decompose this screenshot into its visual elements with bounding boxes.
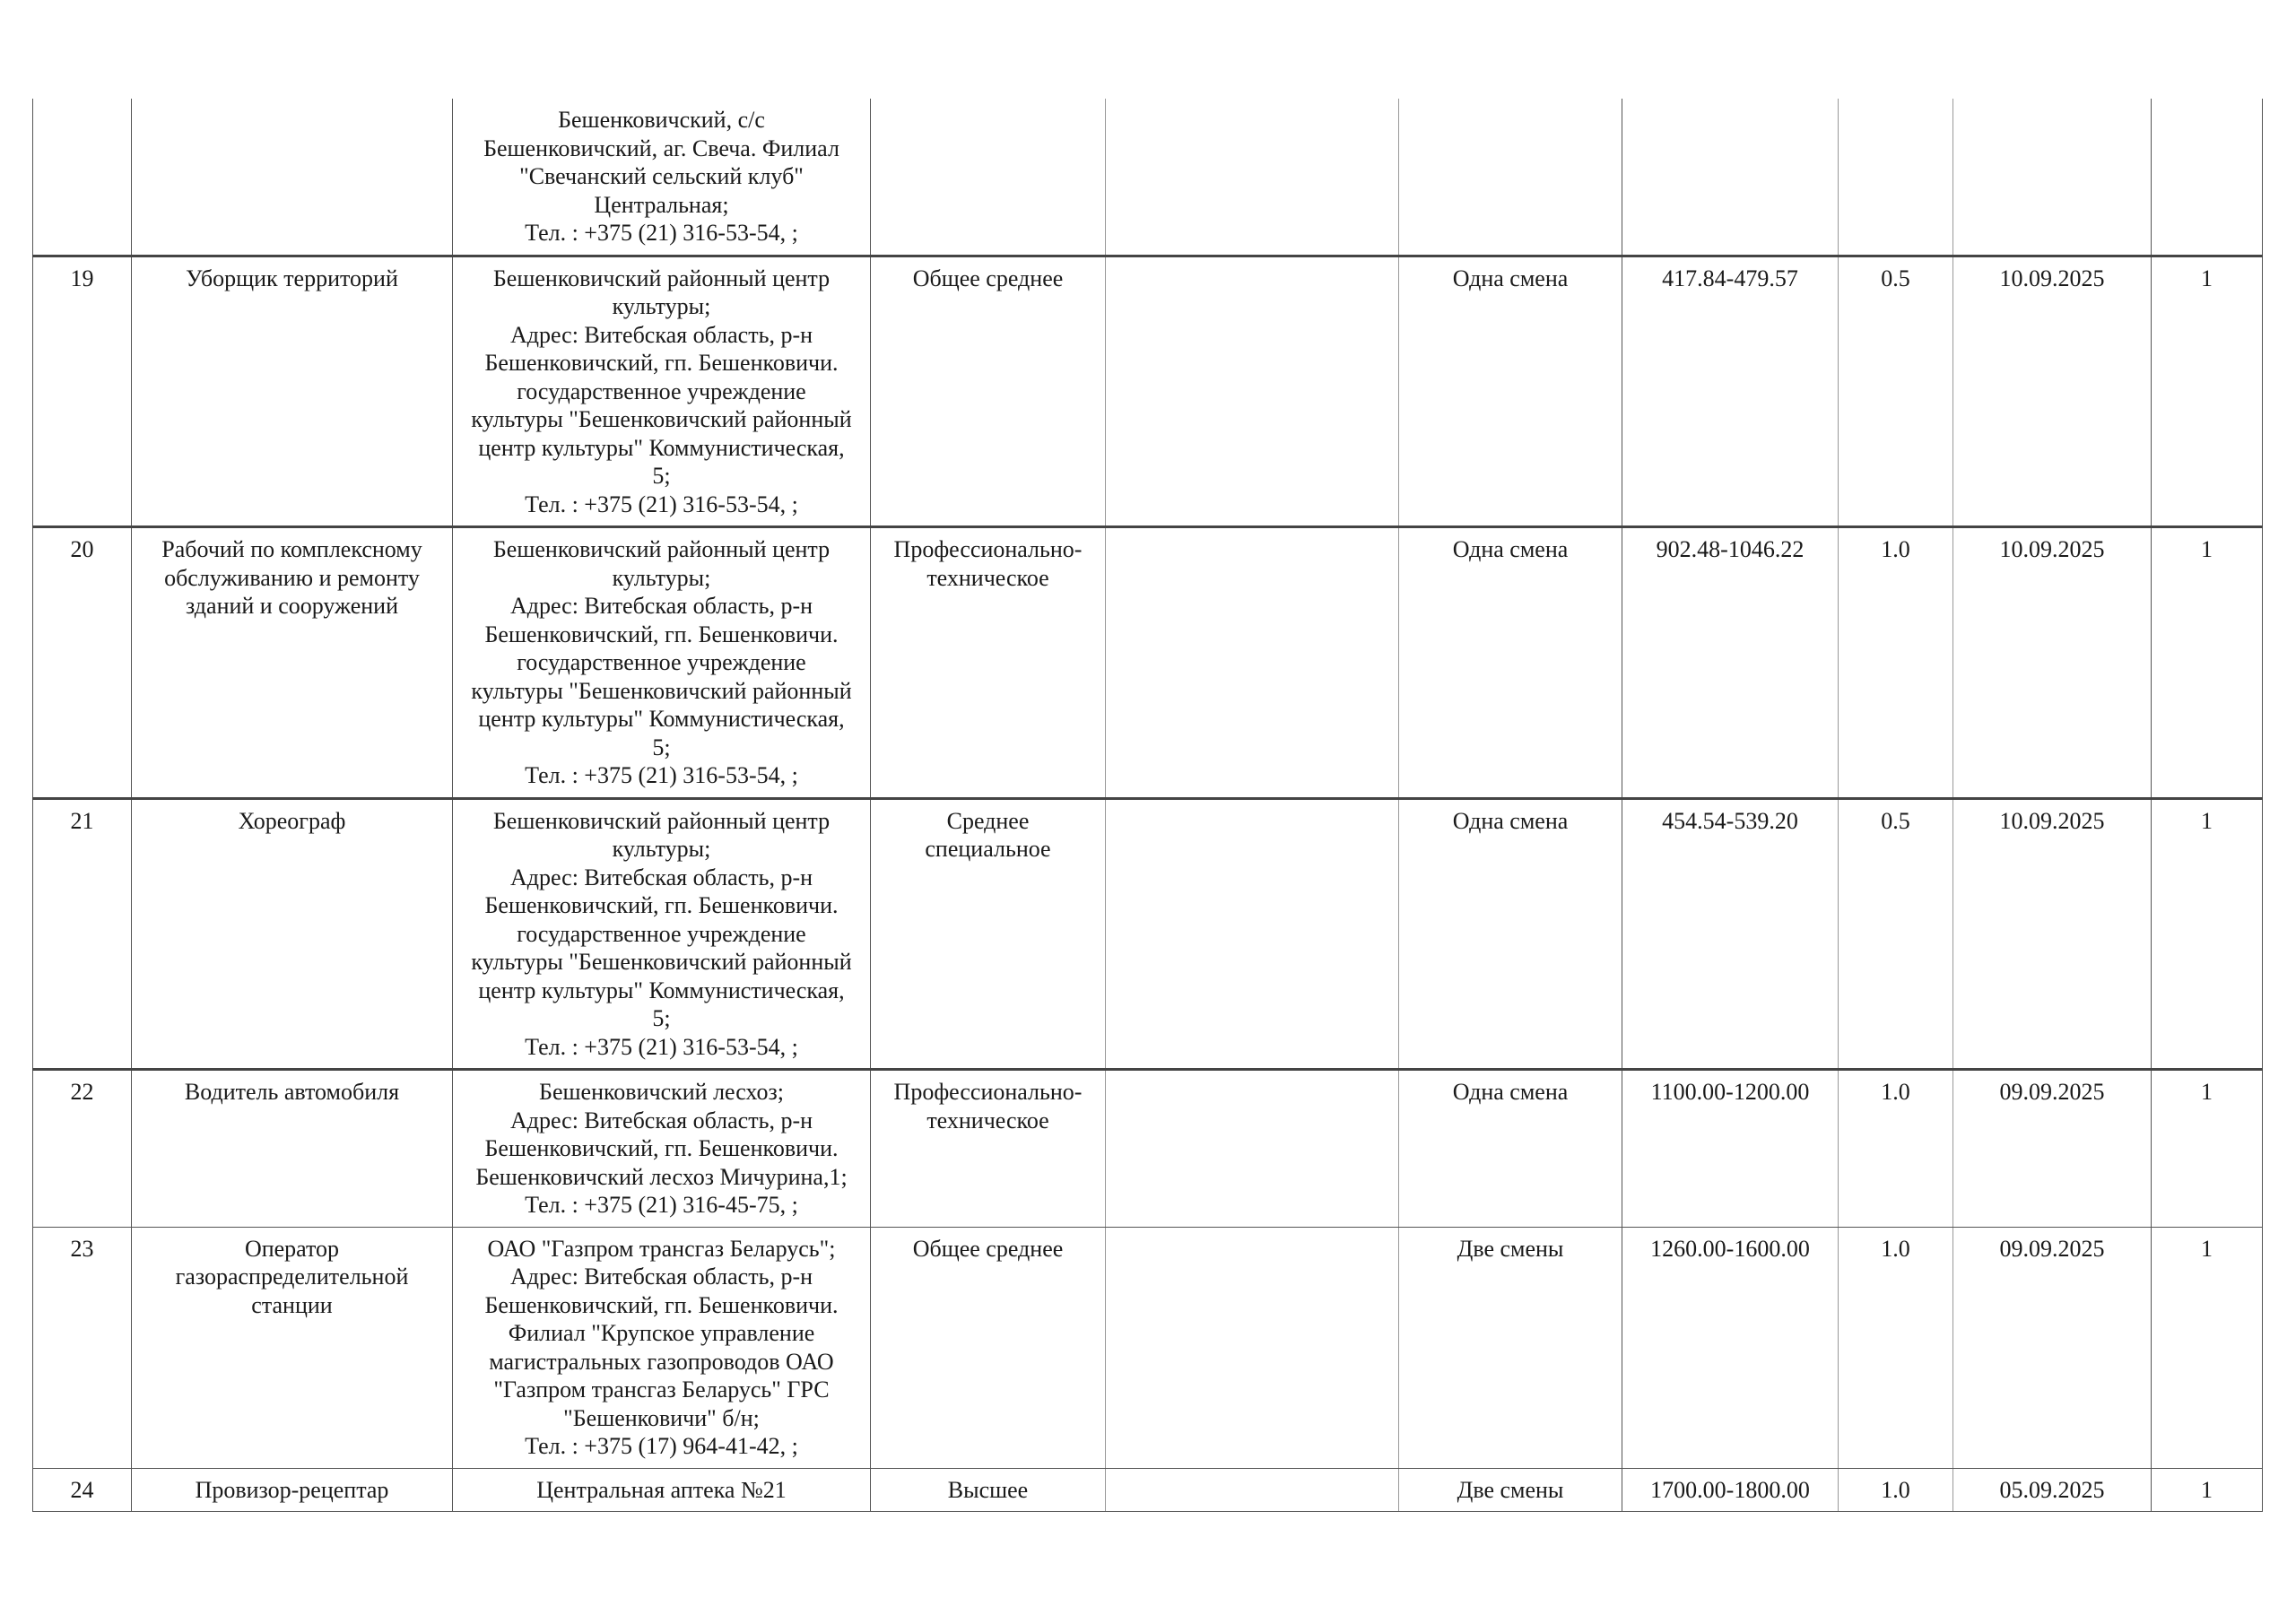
cell-rate: 0.5: [1839, 798, 1953, 1070]
cell-schedule: [1399, 99, 1622, 256]
cell-rate: 1.0: [1839, 1227, 1953, 1468]
cell-employer: Бешенковичский лесхоз; Адрес: Витебская область, р-н Бешенковичский, гп. Бешенковичи. Бешенковичский лесхоз Мичурина,1; Тел. : +375 (21) 316-45-75, ;: [453, 1070, 871, 1228]
cell-schedule: Одна смена: [1399, 798, 1622, 1070]
cell-salary: 1700.00-1800.00: [1622, 1468, 1839, 1512]
cell-education: Профессионально- техническое: [871, 527, 1106, 799]
cell-schedule: Две смены: [1399, 1227, 1622, 1468]
cell-rate: 1.0: [1839, 1070, 1953, 1228]
table-row: [33, 256, 2263, 527]
cell-schedule: Одна смена: [1399, 527, 1622, 799]
cell-education: Высшее: [871, 1468, 1106, 1512]
cell-salary: 1260.00-1600.00: [1622, 1227, 1839, 1468]
cell-rate: 1.0: [1839, 527, 1953, 799]
cell-count: 1: [2152, 1468, 2263, 1512]
cell-count: [2152, 99, 2263, 256]
cell-employer: Бешенковичский районный центр культуры; Адрес: Витебская область, р-н Бешенковичский, гп. Бешенковичи. государственное учреждение культуры "Бешенковичский районный центр культуры" Коммунистическая, 5; Тел. : +375 (21) 316-53-54, ;: [453, 798, 871, 1070]
cell-no: [33, 99, 132, 256]
cell-date: 10.09.2025: [1953, 798, 2152, 1070]
cell-schedule: Две смены: [1399, 1468, 1622, 1512]
cell-employer: Бешенковичский районный центр культуры; Адрес: Витебская область, р-н Бешенковичский, гп. Бешенковичи. государственное учреждение культуры "Бешенковичский районный центр культуры" Коммунистическая, 5; Тел. : +375 (21) 316-53-54, ;: [453, 256, 871, 527]
cell-position: Оператор газораспределительной станции: [132, 1227, 453, 1468]
cell-position: Провизор-рецептар: [132, 1468, 453, 1512]
cell-education: [871, 99, 1106, 256]
cell-position: Хореограф: [132, 798, 453, 1070]
cell-rate: 1.0: [1839, 1468, 1953, 1512]
table-row: [33, 1070, 2263, 1228]
cell-salary: 454.54-539.20: [1622, 798, 1839, 1070]
cell-no: 23: [33, 1227, 132, 1468]
cell-position: [132, 99, 453, 256]
cell-education: Среднее специальное: [871, 798, 1106, 1070]
cell-date: 10.09.2025: [1953, 527, 2152, 799]
table-row: [33, 798, 2263, 1070]
cell-salary: 902.48-1046.22: [1622, 527, 1839, 799]
cell-requirements: [1106, 99, 1399, 256]
cell-schedule: Одна смена: [1399, 256, 1622, 527]
cell-requirements: [1106, 798, 1399, 1070]
cell-rate: [1839, 99, 1953, 256]
cell-position: Рабочий по комплексному обслуживанию и ремонту зданий и сооружений: [132, 527, 453, 799]
cell-position: Водитель автомобиля: [132, 1070, 453, 1228]
cell-date: [1953, 99, 2152, 256]
cell-count: 1: [2152, 527, 2263, 799]
cell-date: 09.09.2025: [1953, 1070, 2152, 1228]
cell-count: 1: [2152, 1227, 2263, 1468]
cell-requirements: [1106, 256, 1399, 527]
cell-requirements: [1106, 1070, 1399, 1228]
cell-requirements: [1106, 527, 1399, 799]
cell-no: 22: [33, 1070, 132, 1228]
table-row: [33, 1227, 2263, 1468]
cell-count: 1: [2152, 1070, 2263, 1228]
vacancy-table: [32, 99, 2263, 1512]
cell-date: 05.09.2025: [1953, 1468, 2152, 1512]
cell-employer: Бешенковичский, с/с Бешенковичский, аг. Свеча. Филиал "Свечанский сельский клуб" Центральная; Тел. : +375 (21) 316-53-54, ;: [453, 99, 871, 256]
table-row-continuation: [33, 99, 2263, 256]
table-row: [33, 1468, 2263, 1512]
cell-no: 24: [33, 1468, 132, 1512]
cell-education: Профессионально- техническое: [871, 1070, 1106, 1228]
cell-employer: ОАО "Газпром трансгаз Беларусь"; Адрес: Витебская область, р-н Бешенковичский, гп. Бешенковичи. Филиал "Крупское управление магистральных газопроводов ОАО "Газпром трансгаз Беларусь" ГРС "Бешенковичи" б/н; Тел. : +375 (17) 964-41-42, ;: [453, 1227, 871, 1468]
cell-schedule: Одна смена: [1399, 1070, 1622, 1228]
cell-employer: Центральная аптека №21: [453, 1468, 871, 1512]
cell-salary: [1622, 99, 1839, 256]
cell-no: 21: [33, 798, 132, 1070]
cell-date: 10.09.2025: [1953, 256, 2152, 527]
cell-education: Общее среднее: [871, 256, 1106, 527]
cell-requirements: [1106, 1227, 1399, 1468]
cell-no: 20: [33, 527, 132, 799]
cell-count: 1: [2152, 798, 2263, 1070]
cell-count: 1: [2152, 256, 2263, 527]
cell-rate: 0.5: [1839, 256, 1953, 527]
table-row: [33, 527, 2263, 799]
cell-employer: Бешенковичский районный центр культуры; Адрес: Витебская область, р-н Бешенковичский, гп. Бешенковичи. государственное учреждение культуры "Бешенковичский районный центр культуры" Коммунистическая, 5; Тел. : +375 (21) 316-53-54, ;: [453, 527, 871, 799]
cell-salary: 1100.00-1200.00: [1622, 1070, 1839, 1228]
cell-no: 19: [33, 256, 132, 527]
cell-salary: 417.84-479.57: [1622, 256, 1839, 527]
cell-education: Общее среднее: [871, 1227, 1106, 1468]
cell-position: Уборщик территорий: [132, 256, 453, 527]
cell-requirements: [1106, 1468, 1399, 1512]
cell-date: 09.09.2025: [1953, 1227, 2152, 1468]
